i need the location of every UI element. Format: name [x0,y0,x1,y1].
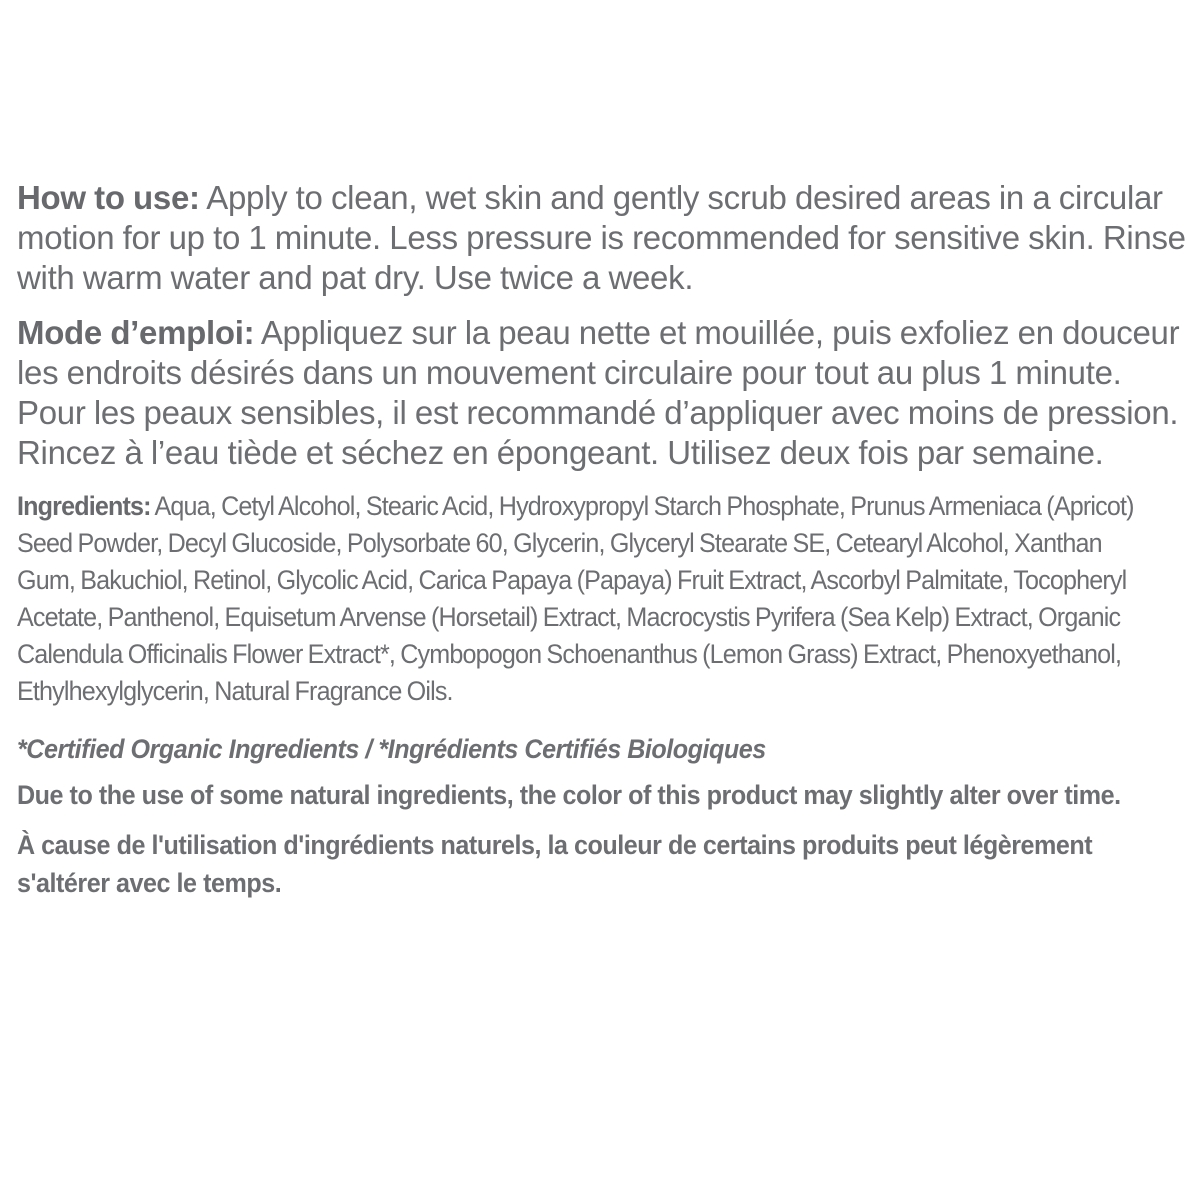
ingredients-heading: Ingredients: [17,491,151,521]
how-to-use-text: Apply to clean, wet skin and gently scrub desired areas in a circular motion for up to 1 minute. Less pressure is recommended for sensitive skin. Rinse with warm water and pat dry. Use twice a week. [17,179,1186,296]
how-to-use-heading: How to use: [17,179,200,216]
product-label-panel [17,178,1197,902]
color-note-french: À cause de l'utilisation d'ingrédients naturels, la couleur de certains produits peut légèrement s'altérer avec le temps. [17,830,1093,898]
color-note-english: Due to the use of some natural ingredients, the color of this product may slightly alter over time. [17,780,1121,810]
mode-emploi-heading: Mode d’emploi: [17,314,255,351]
how-to-use-paragraph [17,178,1197,298]
ingredients-list: Aqua, Cetyl Alcohol, Stearic Acid, Hydroxypropyl Starch Phosphate, Prunus Armeniaca (Apricot) Seed Powder, Decyl Glucoside, Polysorbate 60, Glycerin, Glyceryl Stearate SE, Cetearyl Alcohol, Xanthan Gum, Bakuchiol, Retinol, Glycolic Acid, Carica Papaya (Papaya) Fruit Extract, Ascorbyl Palmitate, Tocopheryl Acetate, Panthenol, Equisetum Arvense (Horsetail) Extract, Macrocystis Pyrifera (Sea Kelp) Extract, Organic Calendula Officinalis Flower Extract*, Cymbopogon Schoenanthus (Lemon Grass) Extract, Phenoxyethanol, Ethylhexylglycerin, Natural Fragrance Oils. [17,491,1134,706]
mode-emploi-paragraph [17,313,1197,473]
certified-organic-note: *Certified Organic Ingredients / *Ingrédients Certifiés Biologiques [17,734,766,764]
ingredients-paragraph [17,488,1161,710]
mode-emploi-text: Appliquez sur la peau nette et mouillée, puis exfoliez en douceur les endroits désirés dans un mouvement circulaire pour tout au plus 1 minute. Pour les peaux sensibles, il est recommandé d’appliquer avec moins de pression. Rincez à l’eau tiède et séchez en épongeant. Utilisez deux fois par semaine. [17,314,1180,471]
